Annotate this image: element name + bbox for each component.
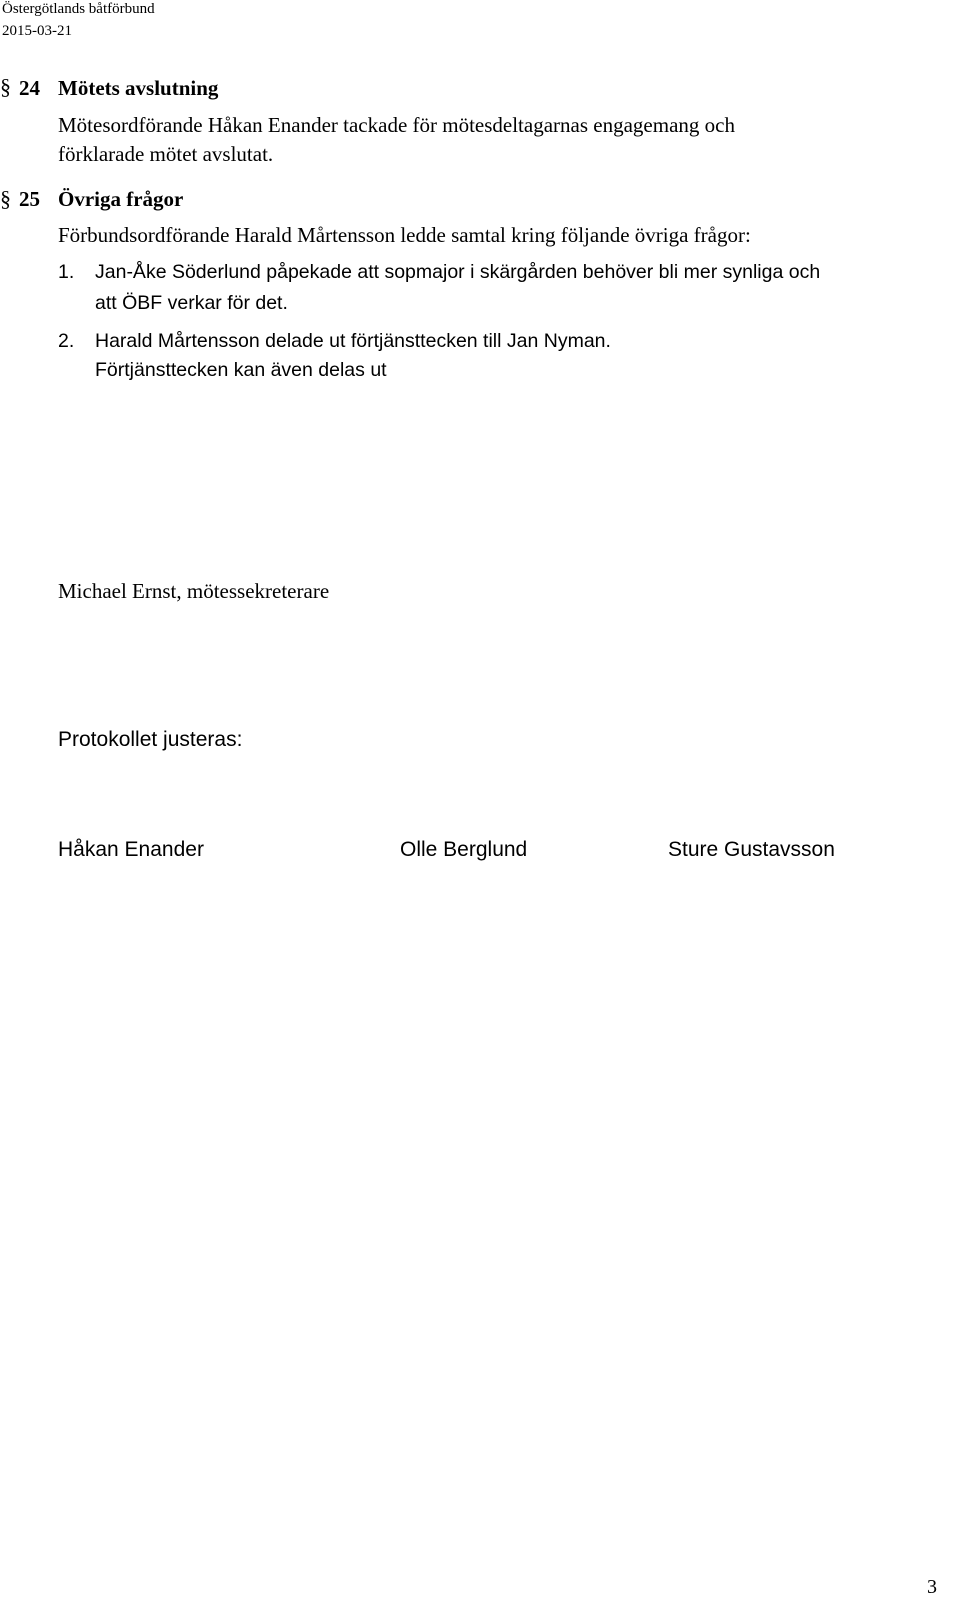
section-title: Övriga frågor <box>58 187 184 211</box>
adjuster-name: Sture Gustavsson <box>668 838 835 861</box>
section-title: Mötets avslutning <box>58 76 219 100</box>
list-item-line: Förtjänsttecken kan även delas ut <box>95 359 387 381</box>
list-item-line: Jan-Åke Söderlund påpekade att sopmajor i skärgården behöver bli mer synliga och <box>95 261 821 283</box>
list-item-marker: 1. <box>58 261 75 283</box>
list-item-marker: 2. <box>58 330 75 352</box>
list-item-line: Harald Mårtensson delade ut förtjänsttecken till Jan Nyman. <box>95 330 611 352</box>
secretary-signature: Michael Ernst, mötessekreterare <box>58 579 330 603</box>
adjuster-name: Olle Berglund <box>400 838 528 861</box>
list-item-line: att ÖBF verkar för det. <box>95 292 288 314</box>
section-number: 25 <box>19 187 40 211</box>
header-organization: Östergötlands båtförbund <box>2 1 155 17</box>
section-intro: Förbundsordförande Harald Mårtensson ledde samtal kring följande övriga frågor: <box>58 223 751 247</box>
section-text-line: Mötesordförande Håkan Enander tackade för mötesdeltagarnas engagemang och <box>58 113 735 137</box>
section-number: 24 <box>19 76 40 100</box>
section-text-line: förklarade mötet avslutat. <box>58 142 274 166</box>
page-number: 3 <box>927 1576 937 1598</box>
section-symbol: § <box>0 186 11 211</box>
adjuster-name: Håkan Enander <box>58 838 204 861</box>
adjusters-label: Protokollet justeras: <box>58 728 243 751</box>
header-date: 2015-03-21 <box>2 23 72 39</box>
section-symbol: § <box>0 74 11 99</box>
